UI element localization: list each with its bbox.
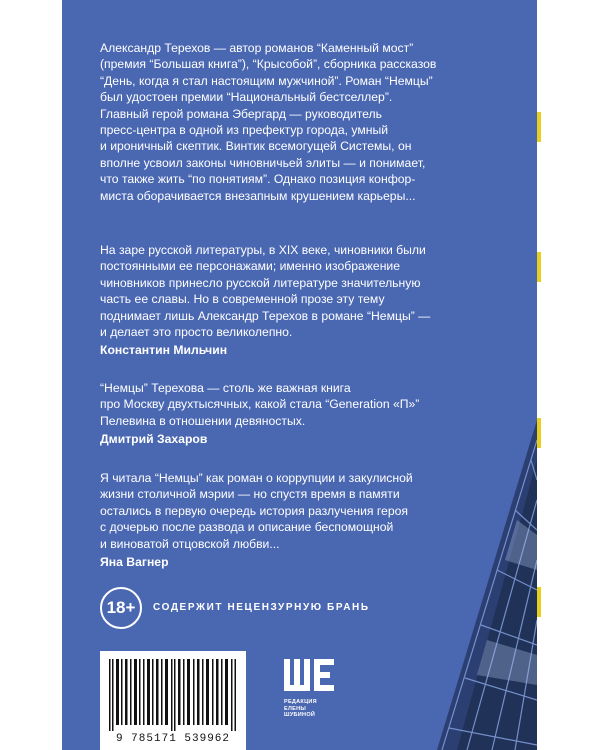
quote-text: “Немцы” Терехова — столь же важная книга про Москву двухтысячных, какой стала “Generation «П»” Пелевина в отношении девяностых. [100,381,420,428]
spine-accent-mark [537,587,541,617]
quote-author: Константин Мильчин [100,343,228,358]
isbn-number: 9 785171 539962 [115,733,231,745]
spine-accent-mark [537,418,541,448]
age-rating-badge: 18+ [100,587,142,629]
spine-edge [537,0,600,750]
spine-accent-mark [537,252,541,282]
barcode-icon [109,659,237,731]
spine-accent-mark [537,112,541,142]
quote-author: Яна Вагнер [100,555,169,570]
building-illustration [397,420,537,750]
book-annotation [100,40,520,204]
review-quote [100,242,520,359]
annotation-text: Александр Терехов — автор романов “Каменный мост” (премия “Большая книга”), “Крысобой”, сборника рассказов “День, когда я стал настоящим мужчиной”. Роман “Немцы” был удостоен премии “Национальный бестселлер”. Главный герой романа Эбергард — руководитель пресс-центра в одной из префектур города, умный и ироничный скептик. Винтик всемогущей Системы, он вполне усвоил законы чиновничьей элиты — и понимает, что также жить “по понятиям”. Однако позиция конфор- миста оборачивается внезапным крушением карьеры... [100,41,437,203]
quote-text: На заре русской литературы, в XIX веке, чиновники были постоянными ее персонажами; именно изображение чиновников принесло русской литературе значительную часть ее славы. Но в современной прозе эту тему поднимает лишь Александр Терехов в романе “Немцы” — и делает это просто великолепно. [100,243,431,340]
publisher-logo [284,659,334,719]
content-warning: СОДЕРЖИТ НЕЦЕНЗУРНУЮ БРАНЬ [153,602,370,613]
publisher-name: РЕДАКЦИЯ ЕЛЕНЫ ШУБИНОЙ [284,699,317,718]
quote-text: Я читала “Немцы” как роман о коррупции и закулисной жизни столичной мэрии — но спустя время в памяти остались в первую очередь история разлучения героя с дочерью после развода и описание беспомощной и виноватой отцовской любви... [100,471,413,551]
quote-author: Дмитрий Захаров [100,432,208,447]
isbn-barcode [100,651,246,750]
publisher-logo-icon [284,659,334,691]
back-cover [62,0,537,750]
